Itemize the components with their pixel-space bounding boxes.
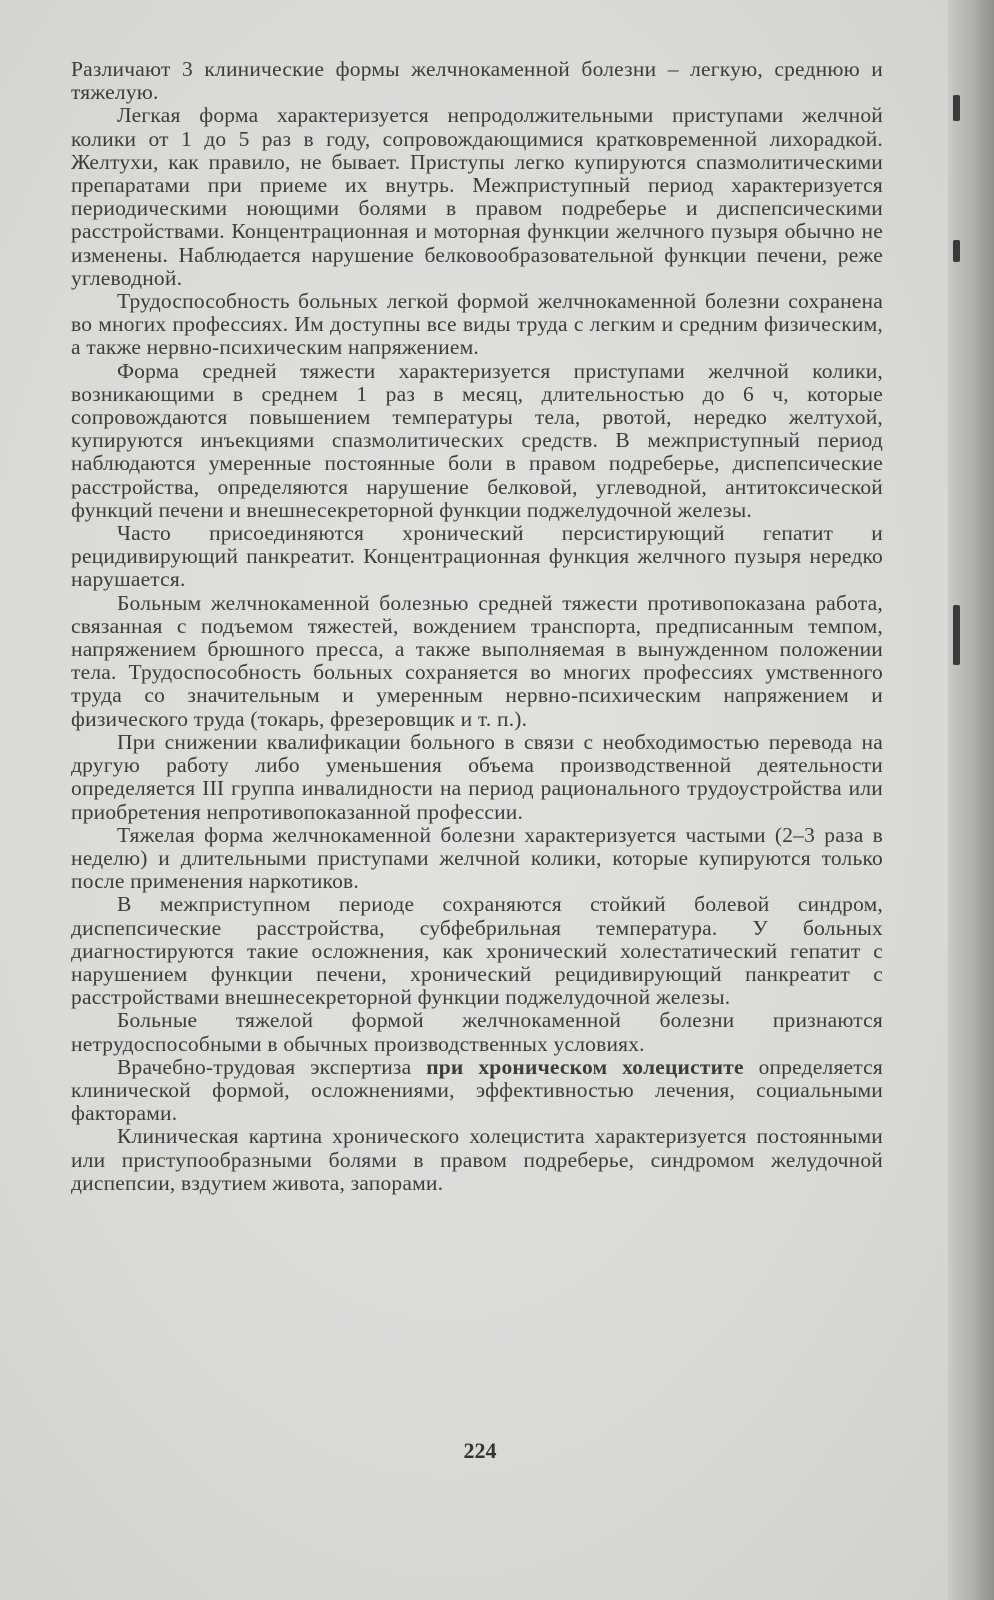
paragraph-interictal-period: В межприступном периоде сохраняются стойкий болевой синдром, диспепсические расстройства, субфебрильная температура. У больных диагностируются такие осложнения, как хронический холестатический гепатит с нарушением функции печени, хронический рецидивирующий панкреатит с расстройствами внешнесекреторной функции поджелудочной железы. xyxy=(71,892,883,1010)
paragraph-severe-form-work: Больные тяжелой формой желчнокаменной болезни признаются нетрудоспособными в обычных производственных условиях. xyxy=(71,1008,883,1056)
paragraph-medium-form: Форма средней тяжести характеризуется приступами желчной колики, возникающими в среднем 1 раз в месяц, длительностью до 6 ч, которые сопровождаются повышением температуры тела, рвотой, нередко желтухой, купируются инъекциями спазмолитических средств. В межприступный период наблюдаются умеренные постоянные боли в правом подреберье, диспепсические расстройства, определяются нарушение белковой, углеводной, антитоксической функций печени и внешнесекреторной функции поджелудочной железы. xyxy=(71,358,883,522)
paragraph-complications: Часто присоединяются хронический персистирующий гепатит и рецидивирующий панкреатит. Концентрационная функция желчного пузыря нередко нарушается. xyxy=(71,521,883,592)
text-span: Врачебно-трудовая экспертиза xyxy=(117,1054,427,1079)
paragraph-intro: Различают 3 клинические формы желчнокаменной болезни – легкую, среднюю и тяжелую. xyxy=(71,57,883,105)
edge-mark xyxy=(953,605,960,665)
edge-mark xyxy=(953,95,960,121)
page-number: 224 xyxy=(463,1438,497,1463)
paragraph-light-form-work: Трудоспособность больных легкой формой желчнокаменной болезни сохранена во многих профессиях. Им доступны все виды труда с легким и средним физическим, а также нервно-психическим напряжением. xyxy=(71,289,883,360)
body-text xyxy=(71,58,883,1195)
paragraph-cholecystitis-expertise xyxy=(71,1056,883,1126)
paragraph-disability-group: При снижении квалификации больного в связи с необходимостью перевода на другую работу либо уменьшения объема производственной деятельности определяется III группа инвалидности на период рационального трудоустройства или приобретения непротивопоказанной профессии. xyxy=(71,729,883,824)
paragraph-severe-form: Тяжелая форма желчнокаменной болезни характеризуется частыми (2–3 раза в неделю) и длительными приступами желчной колики, которые купируются только после применения наркотиков. xyxy=(71,822,883,894)
bold-term: при хроническом холецистите xyxy=(426,1054,744,1079)
paragraph-clinical-picture: Клиническая картина хронического холецистита характеризуется постоянными или приступообразными болями в правом подреберье, синдромом желудочной диспепсии, вздутием живота, запорами. xyxy=(71,1124,883,1195)
edge-mark xyxy=(953,240,960,262)
paragraph-medium-form-work: Больным желчнокаменной болезнью средней тяжести противопоказана работа, связанная с подъемом тяжестей, вождением транспорта, предписанным темпом, напряжением брюшного пресса, а также выполняемая в вынужденном положении тела. Трудоспособность больных сохраняется во многих профессиях умственного труда со значительным и умеренным нервно-психическим напряжением и физического труда (токарь, фрезеровщик и т. п.). xyxy=(71,590,883,731)
paragraph-light-form: Легкая форма характеризуется непродолжительными приступами желчной колики от 1 до 5 раз в году, сопровождающимися кратковременной лихорадкой. Желтухи, как правило, не бывает. Приступы легко купируются спазмолитическими препаратами при приеме их внутрь. Межприступный период характеризуется периодическими ноющими болями в правом подреберье и диспепсическими расстройствами. Концентрационная и моторная функции желчного пузыря обычно не изменены. Наблюдается нарушение белковообразовательной функции печени, реже углеводной. xyxy=(71,103,883,290)
text-span: определяется клинической формой, осложнениями, эффективностью лечения, социальными факторами. xyxy=(71,1054,883,1126)
